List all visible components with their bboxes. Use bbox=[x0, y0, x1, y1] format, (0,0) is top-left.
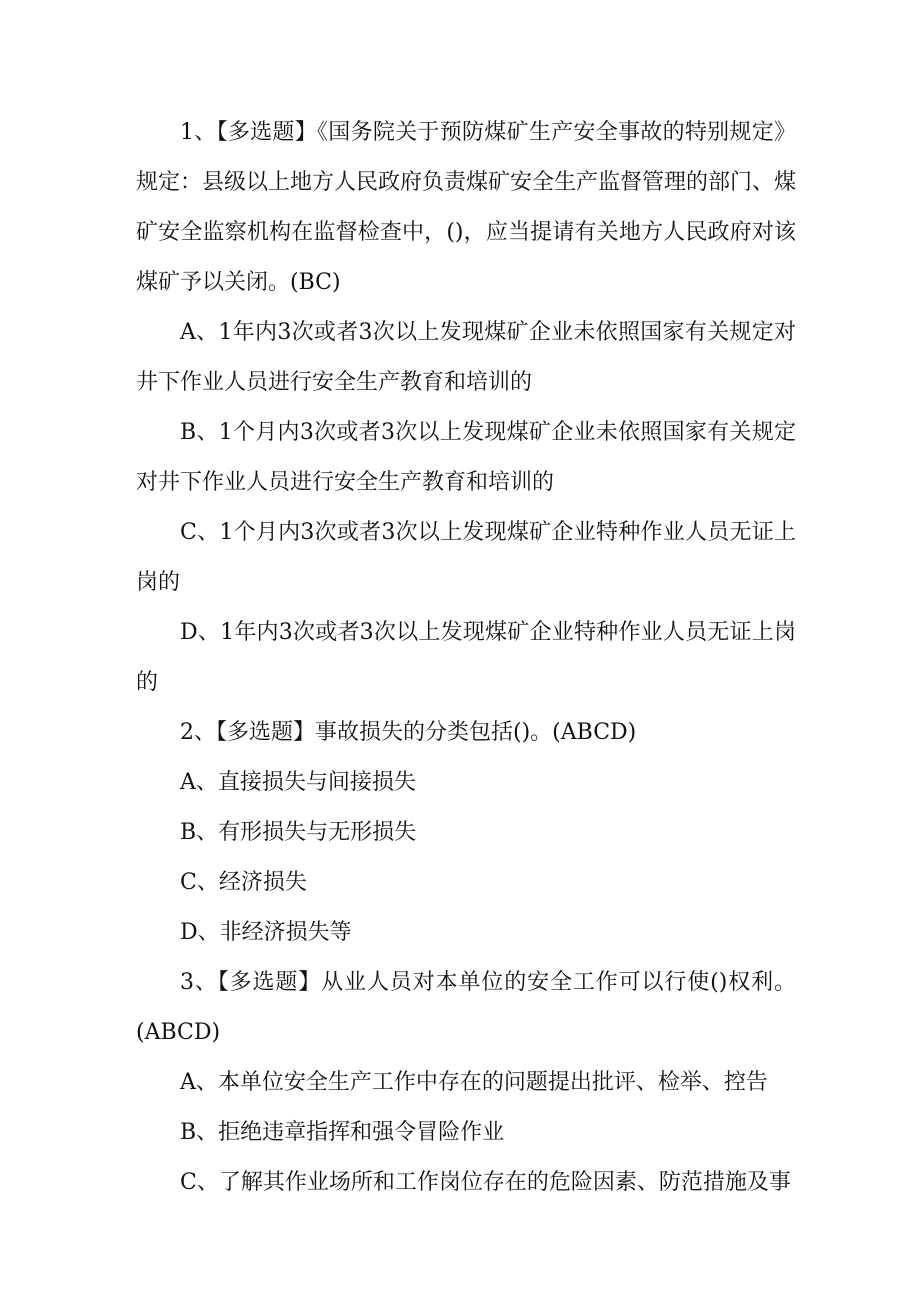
question-1-option-b: B、1个月内3次或者3次以上发现煤矿企业未依照国家有关规定对井下作业人员进行安全生产教育和培训的 bbox=[136, 420, 796, 495]
question-1-option-a: A、1年内3次或者3次以上发现煤矿企业未依照国家有关规定对井下作业人员进行安全生产教育和培训的 bbox=[136, 320, 796, 395]
question-3-option-b: B、拒绝违章指挥和强令冒险作业 bbox=[180, 1120, 505, 1145]
question-2-option-a: A、直接损失与间接损失 bbox=[180, 770, 416, 795]
document-body bbox=[136, 108, 796, 1208]
question-1-option-c: C、1个月内3次或者3次以上发现煤矿企业特种作业人员无证上岗的 bbox=[136, 520, 796, 595]
question-2-option-d: D、非经济损失等 bbox=[180, 920, 352, 945]
question-3-option-a: A、本单位安全生产工作中存在的问题提出批评、检举、控告 bbox=[180, 1070, 768, 1095]
question-2-option-c: C、经济损失 bbox=[180, 870, 307, 895]
question-2-stem: 2、【多选题】事故损失的分类包括()。(ABCD) bbox=[180, 720, 637, 745]
question-3-option-c: C、了解其作业场所和工作岗位存在的危险因素、防范措施及事 bbox=[180, 1170, 791, 1195]
question-2-option-b: B、有形损失与无形损失 bbox=[180, 820, 417, 845]
question-3-stem: 3、【多选题】从业人员对本单位的安全工作可以行使()权利。(ABCD) bbox=[136, 970, 796, 1045]
question-1-stem: 1、【多选题】《国务院关于预防煤矿生产安全事故的特别规定》规定：县级以上地方人民政府负责煤矿安全生产监督管理的部门、煤矿安全监察机构在监督检查中，()，应当提请有关地方人民政府对该煤矿予以关闭。(BC) bbox=[136, 120, 797, 295]
question-1-option-d: D、1年内3次或者3次以上发现煤矿企业特种作业人员无证上岗的 bbox=[136, 620, 796, 695]
